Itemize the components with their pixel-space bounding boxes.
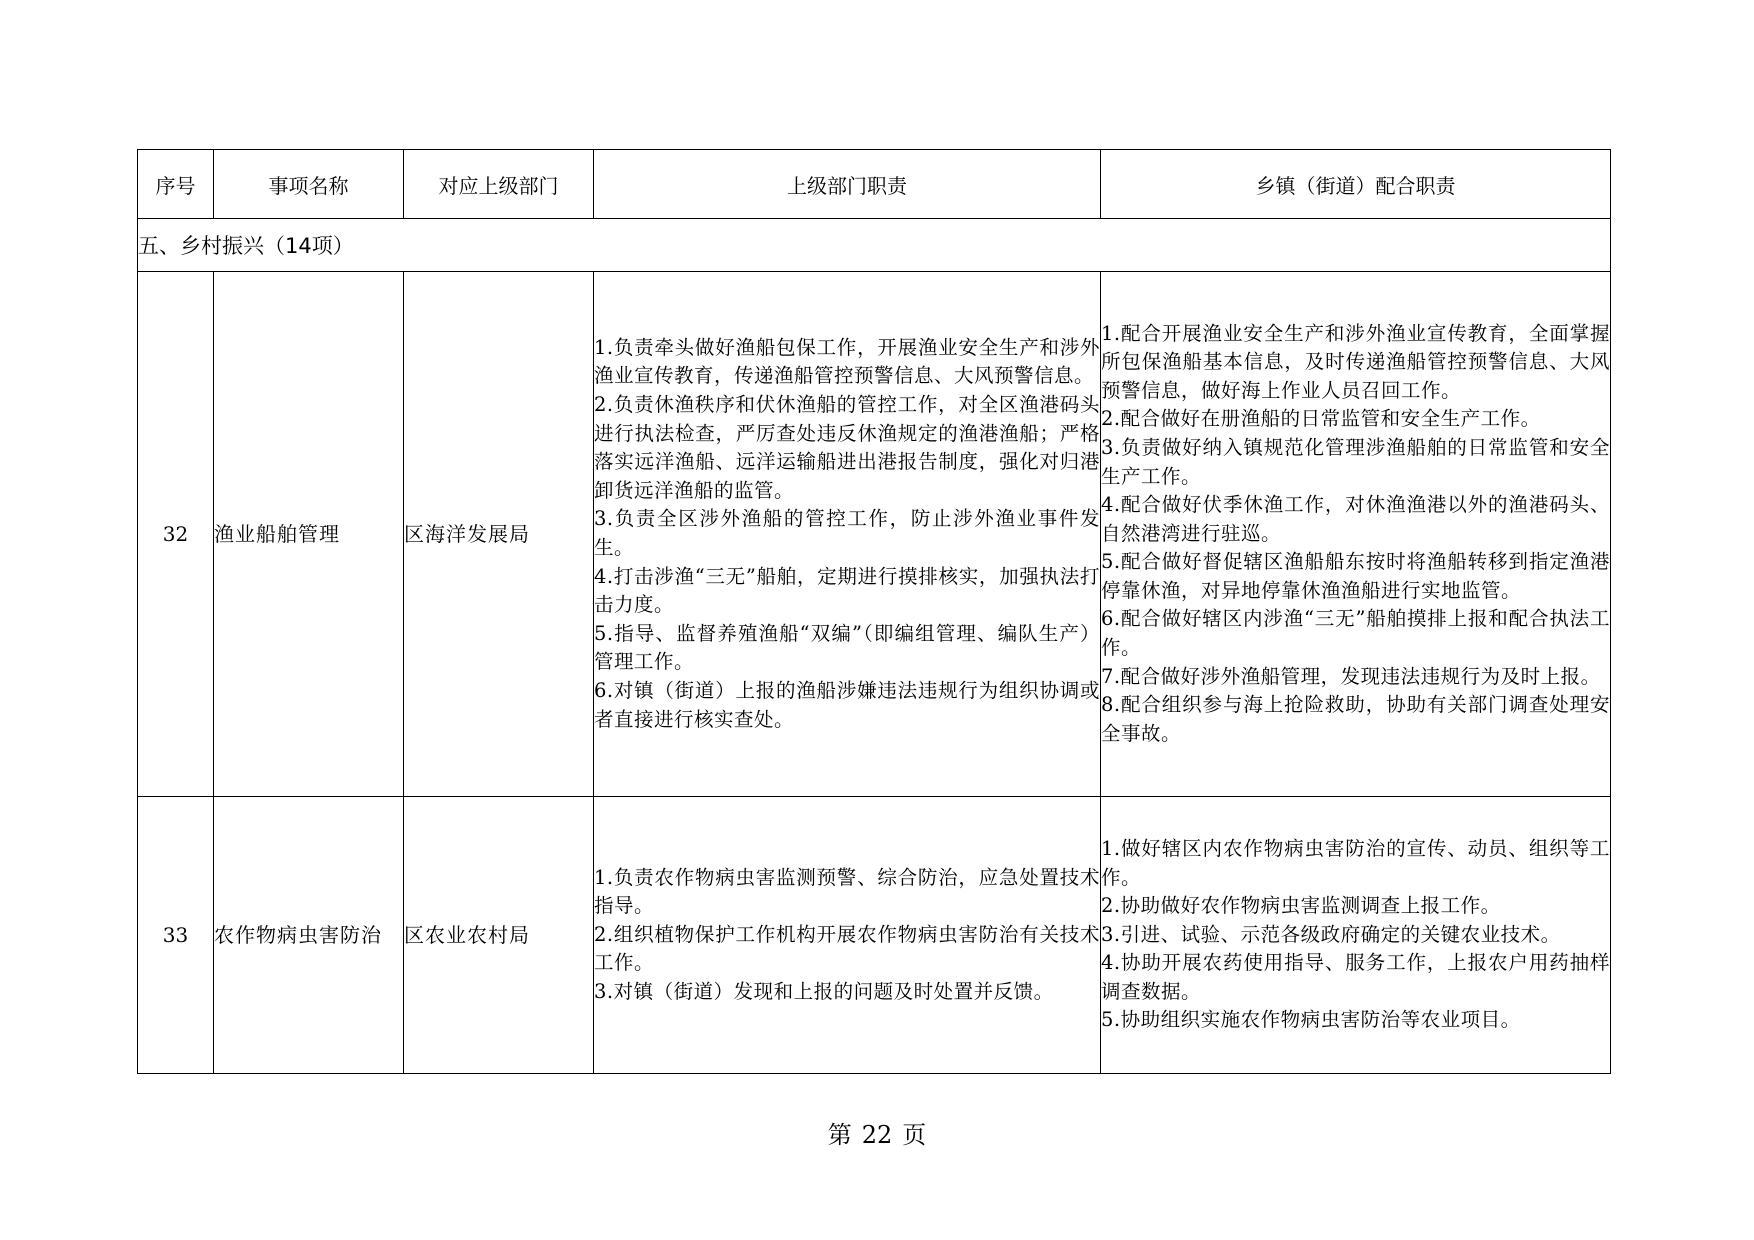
item-name: 渔业船舶管理: [214, 272, 404, 797]
section-row: [138, 219, 1611, 272]
duty-item: 6.对镇（街道）上报的渔船涉嫌违法违规行为组织协调或者直接进行核实查处。: [594, 678, 1100, 731]
town-duties-cell: [1101, 797, 1611, 1074]
footer-suffix: 页: [902, 1121, 927, 1149]
duty-item: 2.协助做好农作物病虫害监测调查上报工作。: [1101, 894, 1501, 918]
header-item-name: 事项名称: [214, 150, 404, 219]
duty-item: 2.配合做好在册渔船的日常监管和安全生产工作。: [1101, 407, 1541, 431]
page-number: 22: [861, 1121, 893, 1149]
section-title: 五、乡村振兴（14项）: [138, 219, 1611, 272]
duty-item: 8.配合组织参与海上抢险救助，协助有关部门调查处理安全事故。: [1101, 693, 1610, 745]
town-duties-cell: [1101, 272, 1611, 797]
header-town-duties: 乡镇（街道）配合职责: [1101, 150, 1611, 219]
item-name: 农作物病虫害防治: [214, 797, 404, 1074]
duty-item: 3.负责全区涉外渔船的管控工作，防止涉外渔业事件发生。: [594, 507, 1100, 559]
duty-item: 4.配合做好伏季休渔工作，对休渔渔港以外的渔港码头、自然港湾进行驻巡。: [1101, 493, 1610, 545]
duty-item: 4.协助开展农药使用指导、服务工作，上报农户用药抽样调查数据。: [1101, 951, 1610, 1003]
duty-item: 4.打击涉渔“三无”船舶，定期进行摸排核实，加强执法打击力度。: [594, 564, 1100, 617]
duty-item: 7.配合做好涉外渔船管理，发现违法违规行为及时上报。: [1101, 664, 1601, 688]
duty-item: 3.对镇（街道）发现和上报的问题及时处置并反馈。: [594, 979, 1054, 1003]
department: 区海洋发展局: [404, 272, 594, 797]
duty-item: 5.指导、监督养殖渔船“双编”（即编组管理、编队生产）管理工作。: [594, 621, 1100, 674]
responsibility-table: [137, 149, 1611, 1074]
duty-item: 1.负责牵头做好渔船包保工作，开展渔业安全生产和涉外渔业宣传教育，传递渔船管控预警信息、大风预警信息。: [594, 335, 1100, 388]
header-upper-duties: 上级部门职责: [594, 150, 1101, 219]
duty-item: 3.负责做好纳入镇规范化管理涉渔船舶的日常监管和安全生产工作。: [1101, 435, 1610, 488]
duty-item: 5.配合做好督促辖区渔船船东按时将渔船转移到指定渔港停靠休渔，对异地停靠休渔渔船进行实地监管。: [1101, 550, 1610, 602]
footer-prefix: 第: [827, 1121, 852, 1149]
row-number: 33: [138, 797, 214, 1074]
header-row: [138, 150, 1611, 219]
duty-item: 1.负责农作物病虫害监测预警、综合防治，应急处置技术指导。: [594, 865, 1100, 918]
row-number: 32: [138, 272, 214, 797]
upper-duties-cell: [594, 272, 1101, 797]
page-footer: [0, 1115, 1754, 1150]
upper-duties-cell: [594, 797, 1101, 1074]
table-row: [138, 272, 1611, 797]
department: 区农业农村局: [404, 797, 594, 1074]
table-row: [138, 797, 1611, 1074]
duty-item: 2.组织植物保护工作机构开展农作物病虫害防治有关技术工作。: [594, 922, 1100, 975]
duty-item: 2.负责休渔秩序和伏休渔船的管控工作，对全区渔港码头进行执法检查，严厉查处违反休渔规定的渔港渔船；严格落实远洋渔船、远洋运输船进出港报告制度，强化对归港卸货远洋渔船的监管。: [594, 393, 1100, 502]
header-upper-department: 对应上级部门: [404, 150, 594, 219]
duty-item: 5.协助组织实施农作物病虫害防治等农业项目。: [1101, 1008, 1521, 1032]
duty-item: 6.配合做好辖区内涉渔“三无”船舶摸排上报和配合执法工作。: [1101, 607, 1610, 660]
duty-item: 3.引进、试验、示范各级政府确定的关键农业技术。: [1101, 922, 1561, 946]
duty-item: 1.做好辖区内农作物病虫害防治的宣传、动员、组织等工作。: [1101, 836, 1610, 889]
duty-item: 1.配合开展渔业安全生产和涉外渔业宣传教育，全面掌握所包保渔船基本信息，及时传递渔船管控预警信息、大风预警信息，做好海上作业人员召回工作。: [1101, 321, 1610, 402]
header-serial: 序号: [138, 150, 214, 219]
